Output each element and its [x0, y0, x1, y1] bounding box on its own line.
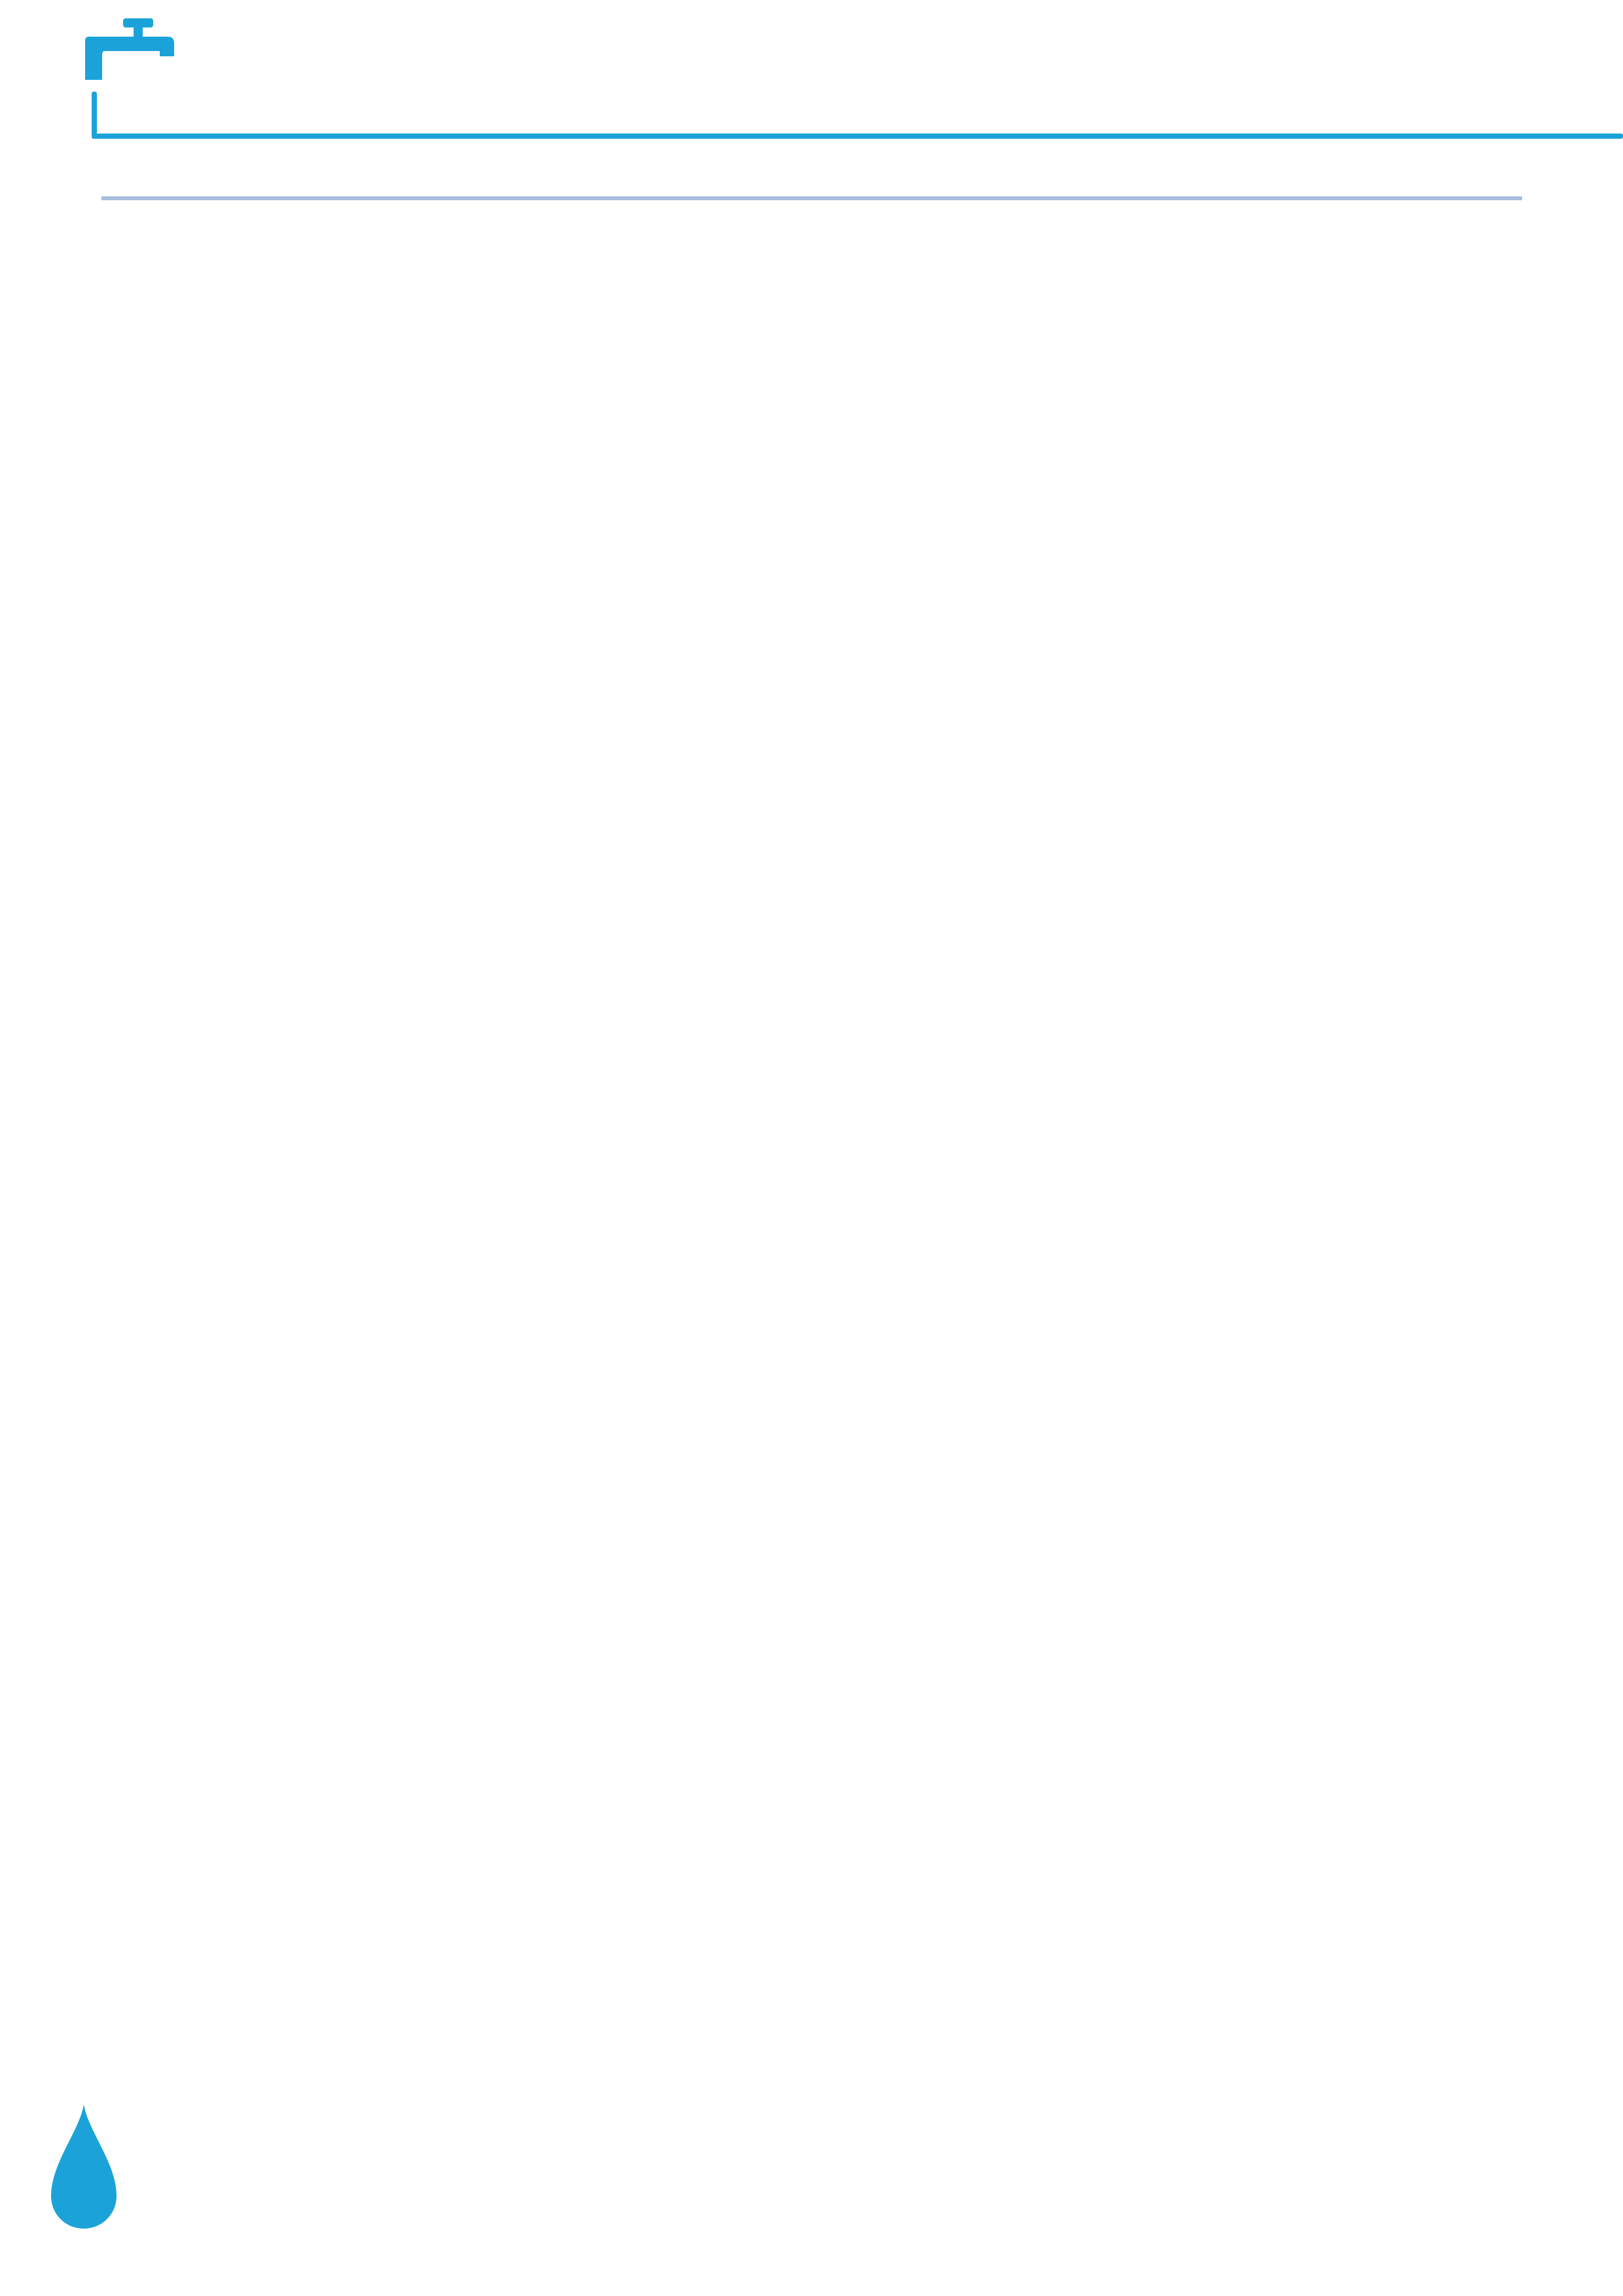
parent-unit-cell [103, 198, 196, 200]
header-rule [92, 134, 1623, 139]
dept-name-cell [196, 198, 386, 200]
page-header [0, 0, 1623, 151]
header-rule-vertical [92, 92, 97, 139]
table-row [103, 198, 1522, 200]
faucet-icon [85, 14, 183, 113]
duty-cell [386, 198, 1522, 200]
water-drop-icon [51, 2104, 117, 2229]
organization-table [101, 196, 1522, 200]
